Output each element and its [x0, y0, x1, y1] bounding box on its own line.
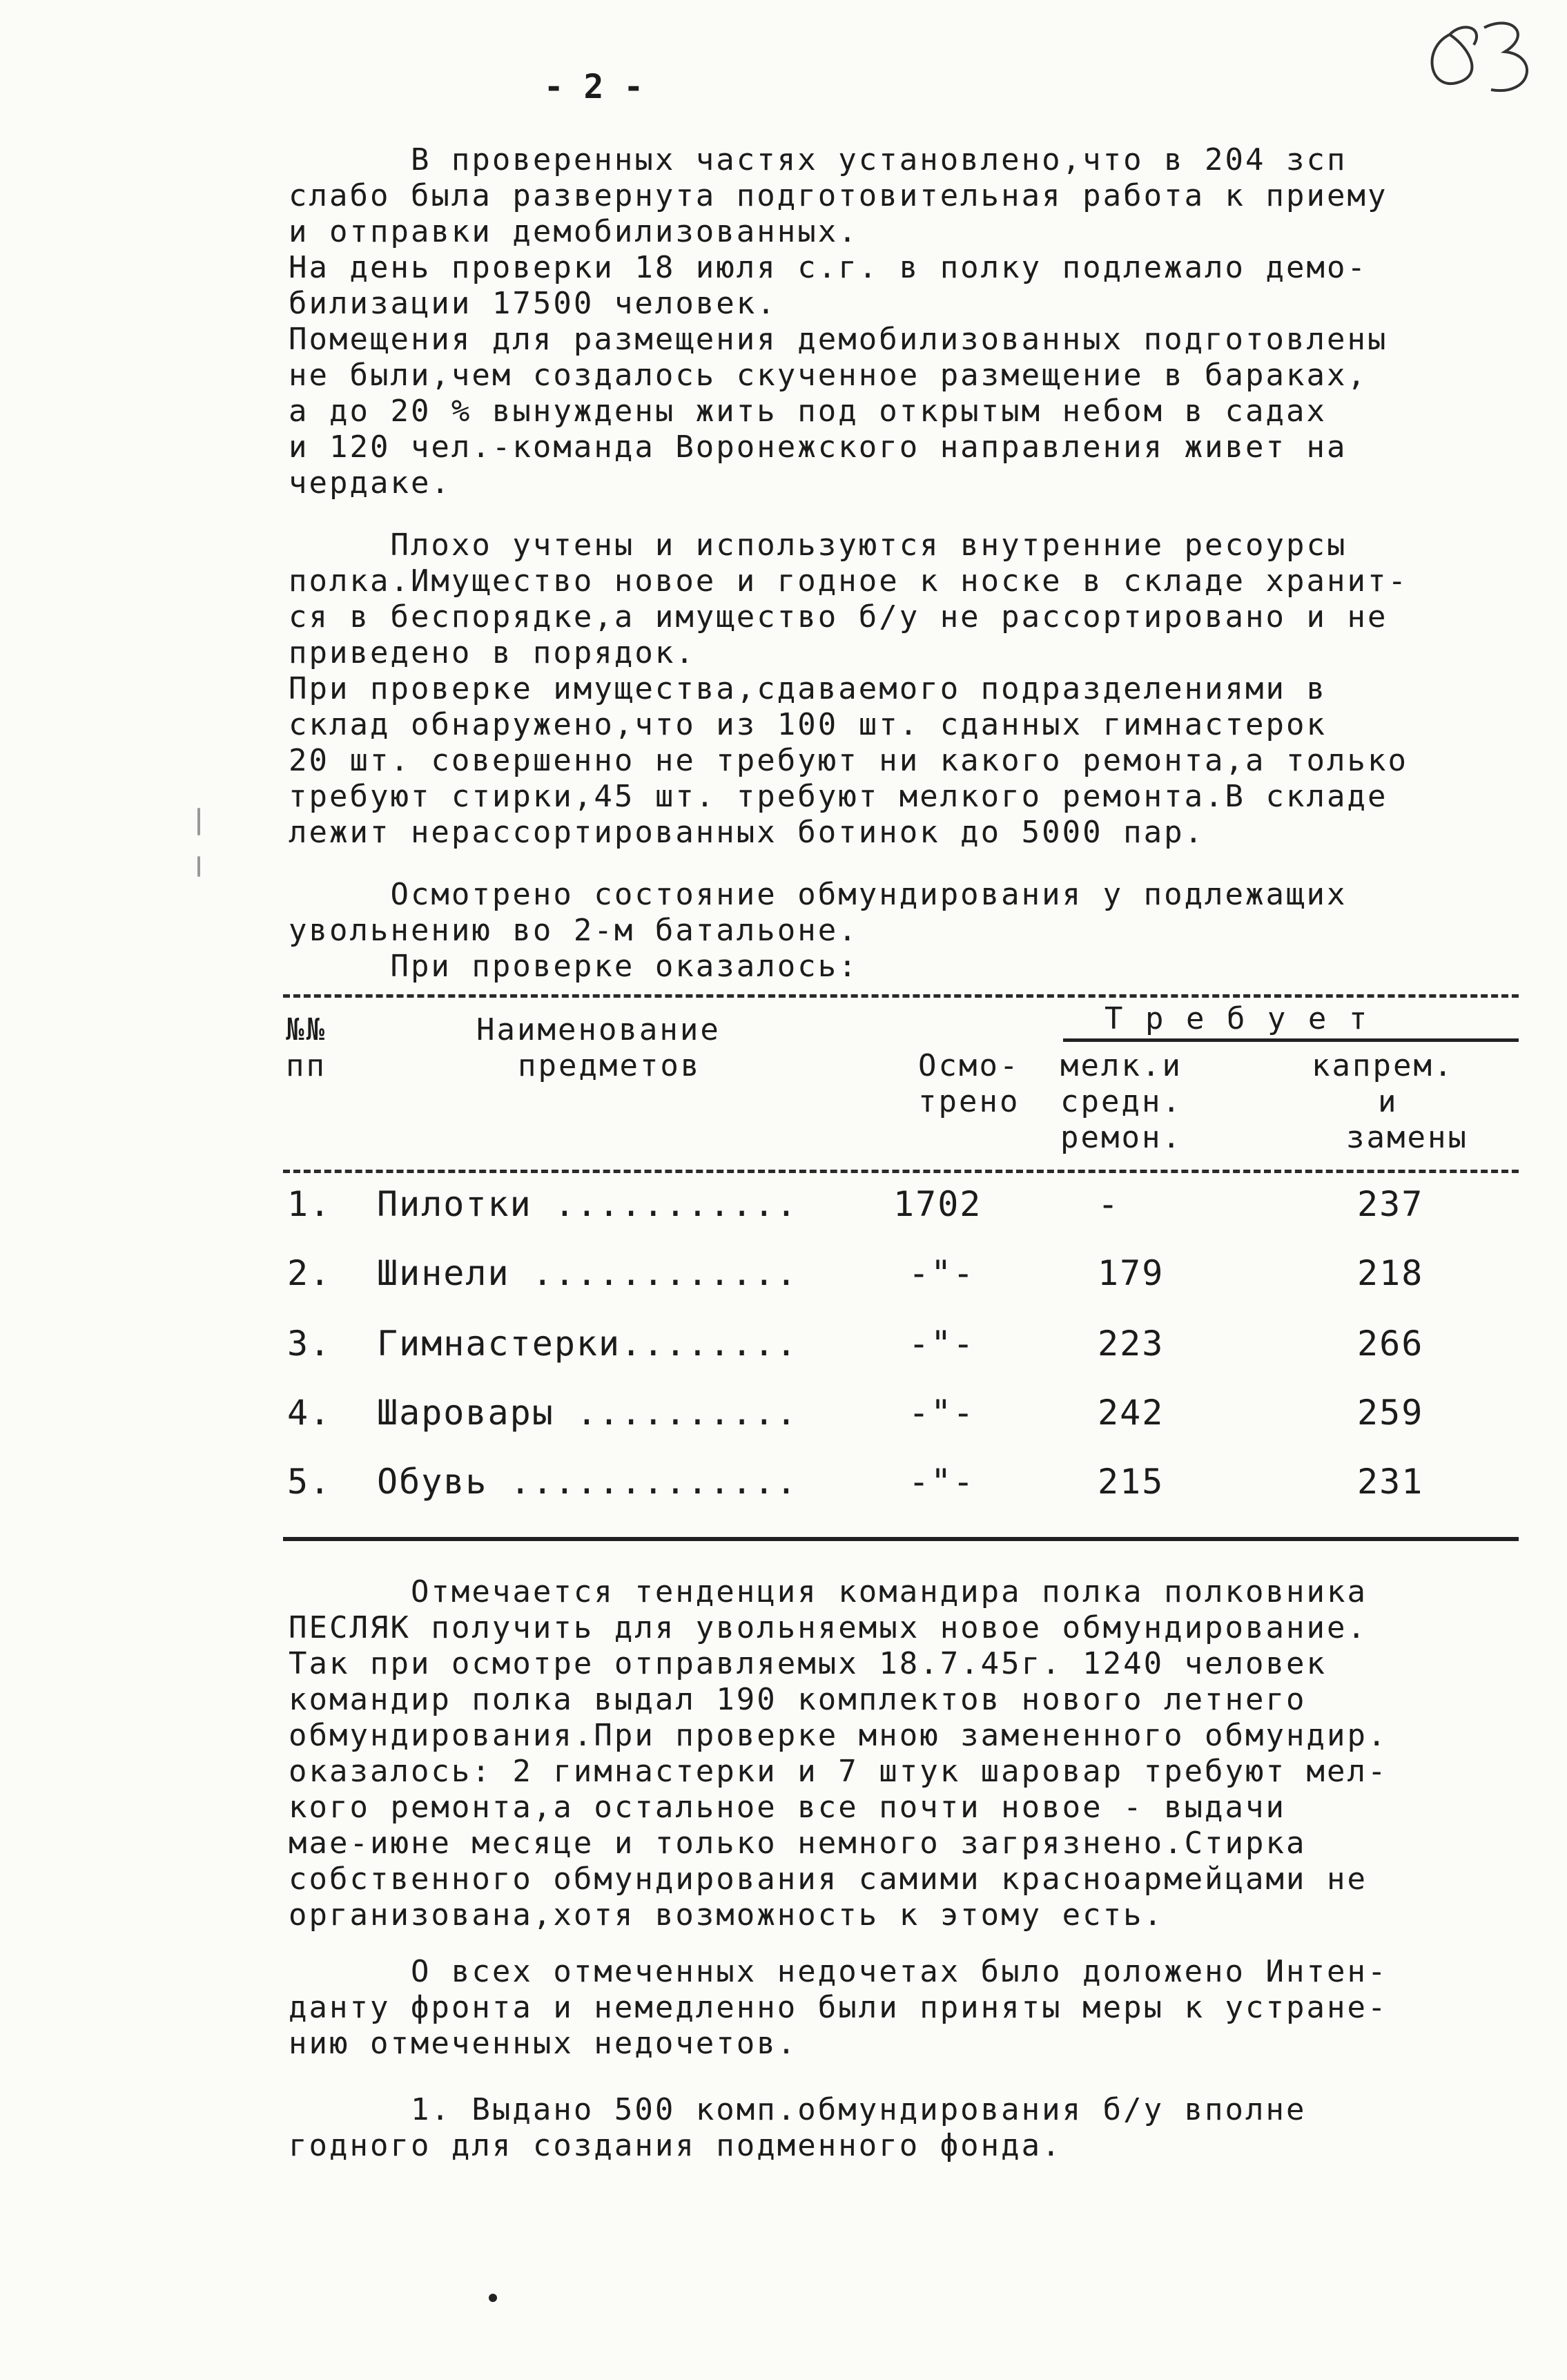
- text-line: Плохо учтены и используются внутренние ресоурсы: [289, 528, 1347, 563]
- text-line: чердаке.: [289, 465, 451, 501]
- row-name: Пилотки ...........: [377, 1184, 798, 1224]
- header-num: пп: [286, 1048, 327, 1083]
- row-name: Гимнастерки........: [377, 1324, 798, 1364]
- row-num: 1.: [287, 1184, 332, 1224]
- row-minor: 215: [1098, 1462, 1165, 1502]
- row-major: 237: [1357, 1184, 1424, 1224]
- table-top-rule: [283, 994, 1519, 998]
- text-line: нию отмеченных недочетов.: [289, 2026, 798, 2061]
- text-line: 1. Выдано 500 комп.обмундирования б/у вполне: [289, 2092, 1307, 2127]
- text-line: 20 шт. совершенно не требуют ни какого ремонта,а только: [289, 743, 1408, 778]
- text-line: полка.Имущество новое и годное к носке в складе хранит-: [289, 563, 1408, 599]
- table-row: [283, 1391, 1519, 1446]
- header-inspected: Осмо-: [918, 1048, 1020, 1083]
- text-line: О всех отмеченных недочетах было доложено Интен-: [289, 1954, 1388, 1989]
- text-line: оказалось: 2 гимнастерки и 7 штук шаровар требуют мел-: [289, 1754, 1388, 1789]
- text-line: требуют стирки,45 шт. требуют мелкого ремонта.В складе: [289, 779, 1388, 814]
- scan-speck: [489, 2294, 497, 2302]
- row-major: 259: [1357, 1393, 1424, 1433]
- row-inspected: -"-: [908, 1324, 975, 1364]
- row-num: 5.: [287, 1462, 332, 1502]
- page-number: - 2 -: [543, 68, 644, 106]
- text-line: кого ремонта,а остальное все почти новое - выдачи: [289, 1790, 1287, 1825]
- row-num: 4.: [287, 1393, 332, 1433]
- row-minor: 242: [1098, 1393, 1165, 1433]
- row-major: 231: [1357, 1462, 1424, 1502]
- text-line: организована,хотя возможность к этому есть.: [289, 1897, 1165, 1933]
- text-line: данту фронта и немедленно были приняты меры к устране-: [289, 1990, 1388, 2025]
- row-name: Шинели ............: [377, 1253, 798, 1293]
- text-line: не были,чем создалось скученное размещение в бараках,: [289, 358, 1368, 393]
- text-line: и 120 чел.-команда Воронежского направления живет на: [289, 429, 1347, 465]
- text-line: Отмечается тенденция командира полка полковника: [289, 1574, 1368, 1609]
- header-requires: Т р е б у е т: [1104, 1001, 1370, 1036]
- text-line: В проверенных частях установлено,что в 204 зсп: [289, 142, 1347, 177]
- text-line: приведено в порядок.: [289, 635, 696, 670]
- text-line: При проверке оказалось:: [289, 949, 859, 984]
- table-row: [283, 1322, 1519, 1377]
- text-line: На день проверки 18 июля с.г. в полку подлежало демо-: [289, 250, 1368, 285]
- text-line: годного для создания подменного фонда.: [289, 2128, 1062, 2163]
- table-row: [283, 1251, 1519, 1306]
- text-line: При проверке имущества,сдаваемого подразделениями в: [289, 671, 1327, 706]
- row-inspected: -"-: [908, 1462, 975, 1502]
- scan-speck: [197, 856, 200, 877]
- header-major-repair: капрем.: [1312, 1048, 1454, 1083]
- text-line: Осмотрено состояние обмундирования у подлежащих: [289, 877, 1347, 912]
- row-minor: 179: [1098, 1253, 1165, 1293]
- text-line: мае-июне месяце и только немного загрязнено.Стирка: [289, 1826, 1307, 1861]
- header-inspected: трено: [918, 1084, 1020, 1119]
- table-bottom-rule: [283, 1537, 1519, 1541]
- row-minor: 223: [1098, 1324, 1165, 1364]
- header-name: предметов: [518, 1048, 701, 1083]
- row-num: 3.: [287, 1324, 332, 1364]
- text-line: командир полка выдал 190 комплектов нового летнего: [289, 1682, 1307, 1717]
- text-line: слабо была развернута подготовительная работа к приему: [289, 178, 1388, 213]
- header-num: №№: [286, 1012, 327, 1047]
- text-line: а до 20 % вынуждены жить под открытым небом в садах: [289, 394, 1327, 429]
- text-line: билизации 17500 человек.: [289, 286, 777, 321]
- text-line: обмундирования.При проверке мною замененного обмундир.: [289, 1718, 1388, 1753]
- table-header-rule: [283, 1170, 1519, 1173]
- row-inspected: -"-: [908, 1393, 975, 1433]
- scan-speck: [197, 808, 200, 835]
- row-major: 266: [1357, 1324, 1424, 1364]
- row-name: Обувь .............: [377, 1462, 798, 1502]
- text-line: ся в беспорядке,а имущество б/у не рассортировано и не: [289, 599, 1388, 635]
- text-line: Так при осмотре отправляемых 18.7.45г. 1240 человек: [289, 1646, 1327, 1681]
- table-row: [283, 1460, 1519, 1515]
- row-name: Шаровары ..........: [377, 1393, 798, 1433]
- table-row: [283, 1182, 1519, 1237]
- header-minor-repair: мелк.и: [1060, 1048, 1182, 1083]
- text-line: ПЕСЛЯК получить для увольняемых новое обмундирование.: [289, 1610, 1368, 1645]
- row-major: 218: [1357, 1253, 1424, 1293]
- text-line: лежит нерассортированных ботинок до 5000 пар.: [289, 815, 1205, 850]
- text-line: увольнению во 2-м батальоне.: [289, 913, 859, 948]
- header-requires-rule: [1063, 1038, 1519, 1042]
- row-inspected: -"-: [908, 1253, 975, 1293]
- row-minor: -: [1098, 1184, 1120, 1224]
- text-line: Помещения для размещения демобилизованных подготовлены: [289, 322, 1388, 357]
- header-minor-repair: ремон.: [1060, 1120, 1182, 1155]
- header-major-repair: и: [1378, 1084, 1399, 1119]
- header-minor-repair: средн.: [1060, 1084, 1182, 1119]
- header-name: Наименование: [476, 1012, 721, 1047]
- handwritten-folio-number: [1408, 7, 1546, 104]
- text-line: склад обнаружено,что из 100 шт. сданных гимнастерок: [289, 707, 1327, 742]
- header-major-repair: замены: [1346, 1120, 1468, 1155]
- row-num: 2.: [287, 1253, 332, 1293]
- text-line: собственного обмундирования самими красноармейцами не: [289, 1861, 1368, 1897]
- row-inspected: 1702: [893, 1184, 982, 1224]
- text-line: и отправки демобилизованных.: [289, 214, 859, 249]
